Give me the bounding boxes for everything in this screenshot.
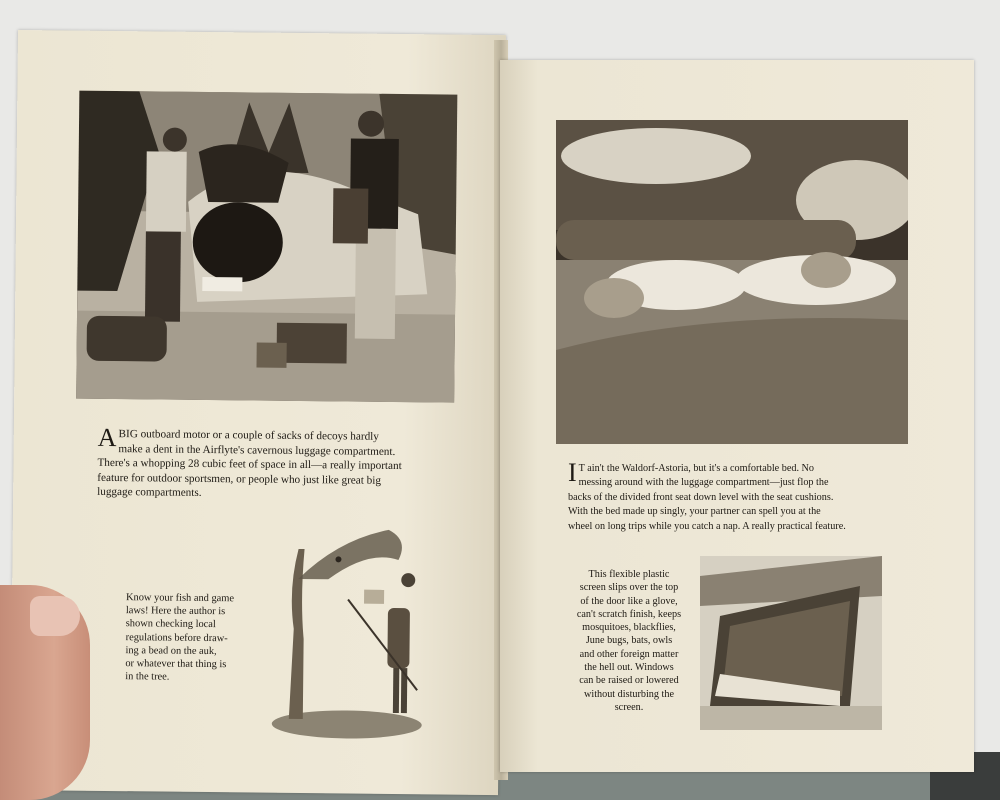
caption-line: laws! Here the author is: [125, 605, 226, 618]
caption-line: messing around with the luggage compartment—just flop the: [578, 477, 829, 489]
caption-dropcap: A: [97, 422, 117, 453]
caption-line: screen.: [614, 701, 644, 713]
caption-line: regulations before draw-: [125, 631, 228, 644]
caption-line: This flexible plastic: [588, 569, 670, 580]
caption-line: make a dent in the Airflyte's cavernous luggage compartment.: [118, 442, 396, 458]
photo-car-bed: [556, 120, 908, 444]
caption-line: BIG outboard motor or a couple of sacks of decoys hardly: [118, 428, 379, 443]
right-page: [500, 60, 974, 772]
hunter-illustration: [267, 519, 429, 743]
caption-line: without disturbing the: [584, 688, 674, 700]
caption-line: or whatever that thing is: [125, 658, 227, 671]
caption-line: luggage compartments.: [97, 486, 202, 500]
caption-line: June bugs, bats, owls: [585, 635, 673, 647]
caption-line: mosquitoes, blackflies,: [582, 622, 676, 634]
caption-line: With the bed made up singly, your partner can spell you at the: [568, 506, 821, 518]
photo-window-screen: [700, 556, 882, 730]
caption-bed: [568, 458, 908, 534]
caption-line: in the tree.: [125, 671, 170, 683]
caption-line: can be raised or lowered: [579, 675, 679, 687]
caption-line: screen slips over the top: [579, 582, 679, 594]
caption-dropcap: I: [568, 458, 577, 487]
caption-line: shown checking local: [125, 618, 216, 631]
caption-line: ing a bead on the auk,: [125, 644, 217, 657]
caption-line: feature for outdoor sportsmen, or people who just like great big: [97, 471, 382, 487]
caption-line: wheel on long trips while you catch a nap. A really practical feature.: [568, 520, 846, 532]
caption-line: Know your fish and game: [126, 592, 235, 605]
caption-line: and other foreign matter: [579, 648, 679, 660]
caption-luggage: [97, 422, 458, 504]
caption-line: T ain't the Waldorf-Astoria, but it's a comfortable bed. No: [578, 463, 814, 474]
caption-line: the hell out. Windows: [584, 662, 674, 674]
caption-line: can't scratch finish, keeps: [576, 608, 682, 620]
caption-line: backs of the divided front seat down level with the seat cushions.: [568, 491, 834, 503]
caption-fish-game: [125, 591, 266, 685]
caption-line: of the door like a glove,: [580, 595, 678, 607]
caption-line: There's a whopping 28 cubic feet of space in all—a really important: [97, 457, 402, 473]
photo-loading-trunk: [76, 91, 457, 403]
thumb-nail: [30, 596, 80, 636]
caption-screen: [568, 568, 690, 714]
